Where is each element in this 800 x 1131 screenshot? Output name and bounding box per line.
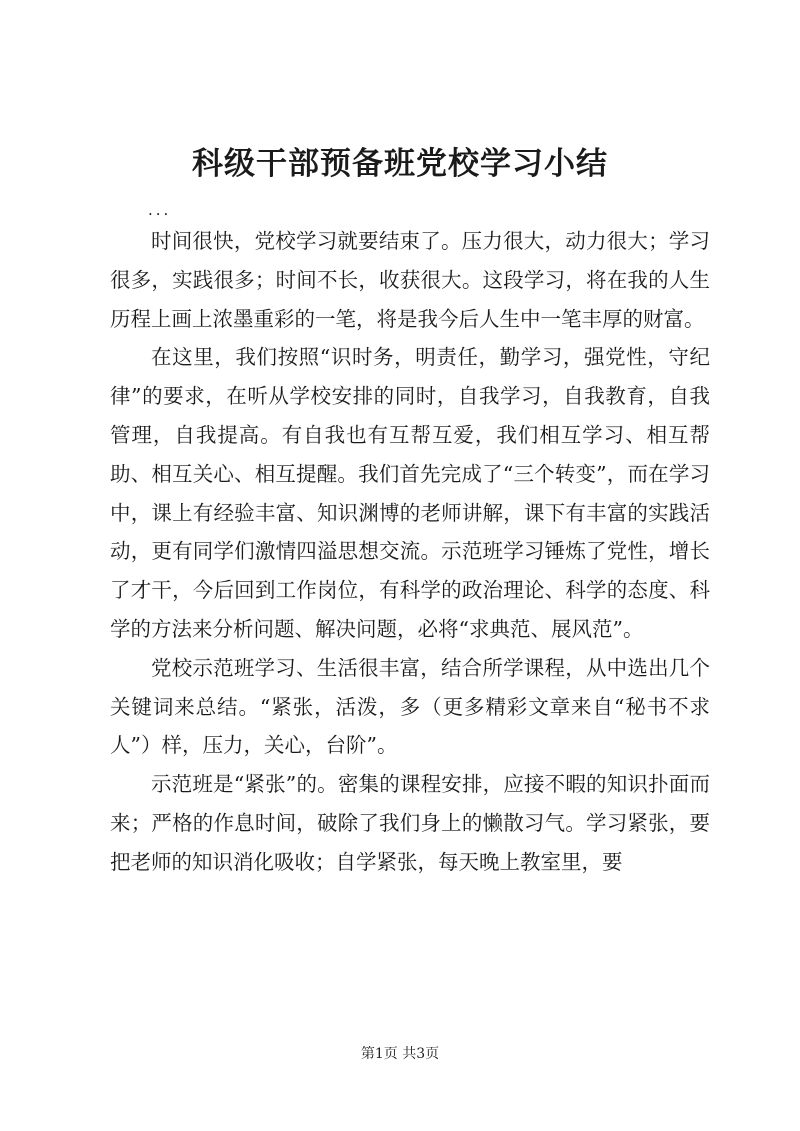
paragraph-1: 时间很快，党校学习就要结束了。压力很大，动力很大；学习很多，实践很多；时间不长，收获很大。这段学习，将在我的人生历程上画上浓墨重彩的一笔，将是我今后人生中一笔丰厚的财富。 <box>110 229 710 331</box>
page-footer: 第1页 共3页 <box>360 1046 440 1062</box>
ellipsis-marker: ... <box>148 201 172 219</box>
document-title: 科级干部预备班党校学习小结 <box>192 146 608 182</box>
document-body <box>110 222 710 882</box>
paragraph-3: 党校示范班学习、生活很丰富，结合所学课程，从中选出几个关键词来总结。“紧张，活泼，多（更多精彩文章来自“秘书不求人”）样，压力，关心，台阶”。 <box>110 655 710 758</box>
paragraph-2: 在这里，我们按照“识时务，明责任，勤学习，强党性，守纪律”的要求，在听从学校安排的同时，自我学习，自我教育，自我管理，自我提高。有自我也有互帮互爱，我们相互学习、相互帮助、相互关心、相互提醒。我们首先完成了“三个转变”，而在学习中，课上有经验丰富、知识渊博的老师讲解，课下有丰富的实践活动，更有同学们激情四溢思想交流。示范班学习锤炼了党性，增长了才干，今后回到工作岗位，有科学的政治理论、科学的态度、科学的方法来分析问题、解决问题，必将“求典范、展风范”。 <box>110 345 710 641</box>
paragraph-4: 示范班是“紧张”的。密集的课程安排，应接不暇的知识扑面而来；严格的作息时间，破除了我们身上的懒散习气。学习紧张，要把老师的知识消化吸收；自学紧张，每天晚上教室里，要 <box>110 772 710 874</box>
